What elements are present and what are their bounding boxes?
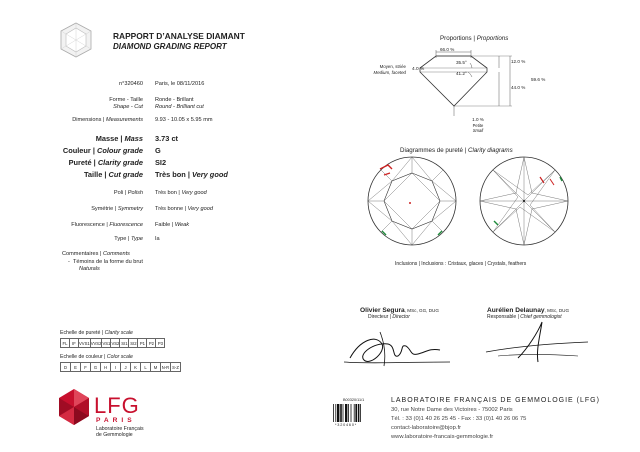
pavilion-angle: 41.2° (456, 71, 467, 76)
girdle-value: 4.0 % (412, 67, 425, 72)
barcode-bar (340, 404, 342, 422)
colour-grade: M (151, 363, 161, 372)
signatory-2-name: Aurélien Delaunay, MSc, DUG (487, 307, 570, 314)
colour-grade: I (111, 363, 121, 372)
clarity-diagram-pavilion (478, 155, 570, 247)
clarity-scale-label: Echelle de pureté | Clarity scale (60, 330, 133, 336)
clarity-grade: SI2 (130, 340, 137, 346)
clarity-grade: P3 (157, 340, 163, 346)
barcode-bar (343, 404, 344, 422)
type-value: Ia (155, 236, 160, 242)
barcode-bar (354, 404, 355, 422)
colour-grade: K (131, 363, 141, 372)
colour-grade: D (61, 363, 71, 372)
total-depth: 59.6 % (531, 77, 546, 82)
colour-value: G (155, 146, 161, 155)
barcode-image (333, 404, 375, 422)
colour-grade: F (81, 363, 91, 372)
clarity-grade: VS2 (111, 340, 120, 346)
clarity-label: Pureté | Clarity grade (68, 158, 143, 167)
clarity-grade: VVS2 (90, 340, 102, 346)
shape-value-fr: Ronde - Brillant (155, 97, 194, 103)
cut-grade-label: Taille | Cut grade (83, 170, 143, 179)
culet-fr: Petite (472, 123, 484, 128)
cut-grade-value: Très bon | Very good (155, 170, 228, 179)
mass-value: 3.73 ct (155, 134, 179, 143)
clarity-grade: P1 (139, 340, 145, 346)
colour-grade: E (71, 363, 81, 372)
colour-label: Couleur | Colour grade (62, 146, 143, 155)
barcode-bottom-text: *320460* (335, 423, 358, 427)
colour-grade: S-Z (172, 364, 179, 370)
barcode-bar (348, 404, 349, 422)
dimensions-value: 9.93 - 10.05 x 5.95 mm (155, 117, 213, 123)
signatory-1-name: Olivier Segura, MSc, GG, DUG (360, 307, 439, 314)
culet-en: Small (472, 128, 484, 133)
lfg-logo-line-2: de Gemmologie (96, 432, 133, 438)
lfg-logo-line-1: Laboratoire Français (96, 426, 144, 432)
clarity-grade: IF (70, 339, 79, 348)
shape-label-en: Shape - Cut (113, 104, 143, 110)
comments-label: Commentaires | Comments (62, 251, 130, 257)
colour-grade: N-R (161, 364, 170, 370)
symmetry-label: Symétrie | Symmetry (91, 206, 143, 212)
barcode-bar (351, 404, 352, 422)
barcode-bar (360, 404, 361, 422)
crown-angle: 35.5° (456, 60, 467, 65)
colour-scale-label: Echelle de couleur | Color scale (60, 354, 133, 360)
culet-value: 1.0 % (472, 117, 484, 122)
lfg-logo-city: PARIS (96, 417, 136, 424)
barcode-bar (333, 404, 334, 422)
table-percent: 66.0 % (440, 47, 455, 52)
clarity-scale-table (60, 338, 165, 348)
fluorescence-label: Fluorescence | Fluorescence (71, 222, 143, 228)
clarity-grade: FL (61, 339, 70, 348)
barcode-bar (337, 404, 339, 422)
report-place-date: Paris, le 08/11/2016 (155, 81, 205, 87)
dimensions-label: Dimensions | Measurements (72, 117, 143, 123)
colour-grade: G (91, 363, 101, 372)
inclusions-legend: Inclusions | Inclusions : Cristaux, glaces | Crystals, feathers (395, 261, 527, 267)
colour-grade: L (141, 363, 151, 372)
polish-label: Poli | Polish (113, 190, 143, 196)
barcode-bar (358, 404, 360, 422)
report-title: RAPPORT D’ANALYSE DIAMANT (113, 31, 245, 41)
report-number: n°320460 (118, 81, 143, 87)
mass-label: Masse | Mass (95, 134, 143, 143)
girdle-en: Medium, faceted (373, 70, 406, 75)
footer-web[interactable]: www.laboratoire-francais-gemmologie.fr (391, 434, 494, 440)
clarity-value: SI2 (155, 158, 167, 167)
lfg-logo-letters: LFG (94, 393, 140, 418)
symmetry-value: Très bonne | Very good (155, 206, 213, 212)
colour-grade: J (121, 363, 131, 372)
footer-email[interactable]: contact-laboratoire@bjop.fr (391, 425, 462, 431)
polish-value: Très bon | Very good (155, 190, 207, 196)
footer-org: LABORATOIRE FRANÇAIS DE GEMMOLOGIE (LFG) (391, 397, 600, 404)
clarity-grade: P2 (148, 340, 154, 346)
barcode-bar (345, 404, 347, 422)
proportions-diagram (360, 44, 560, 140)
diamond-logo-icon (58, 22, 94, 58)
signature-1-image (340, 322, 460, 374)
girdle-fr: Moyen, striée (379, 64, 406, 69)
crown-height: 12.0 % (511, 59, 526, 64)
signatory-1-role: Directeur | Director (368, 314, 410, 320)
signatory-2-role: Responsable | Chief gemmologist (487, 314, 562, 320)
barcode-bar (335, 404, 336, 422)
comments-line-1: - Témoins de la forme du brut (68, 259, 143, 265)
clarity-diagrams-title: Diagrammes de pureté | Clarity diagrams (400, 147, 513, 154)
barcode-bar (355, 404, 357, 422)
shape-label-fr: Forme - Taille (109, 97, 143, 103)
fluorescence-value: Faible | Weak (155, 222, 190, 228)
clarity-diagram-crown (366, 155, 458, 247)
shape-value-en: Round - Brilliant cut (155, 104, 204, 110)
colour-scale-table (60, 362, 181, 372)
footer-address: 30, rue Notre Dame des Victoires - 75002 Paris (391, 407, 513, 413)
report-subtitle: DIAMOND GRADING REPORT (113, 42, 227, 51)
lfg-logo-icon (58, 388, 90, 426)
colour-grade: H (101, 363, 111, 372)
clarity-grade: VVS1 (79, 340, 90, 346)
footer-phone: Tél. : 33 (0)1 40 26 25 45 - Fax : 33 (0)1 40 26 06 75 (391, 416, 527, 422)
signature-2-image (478, 318, 598, 370)
proportions-title: Proportions | Proportions (440, 35, 509, 42)
pavilion-depth: 44.0 % (511, 85, 526, 90)
barcode-top-text: B00320/11/1 (343, 398, 365, 402)
clarity-grade: VS1 (102, 340, 111, 346)
type-label: Type | Type (114, 236, 143, 242)
clarity-grade: SI1 (121, 340, 128, 346)
comments-line-2: Naturals (79, 266, 100, 272)
